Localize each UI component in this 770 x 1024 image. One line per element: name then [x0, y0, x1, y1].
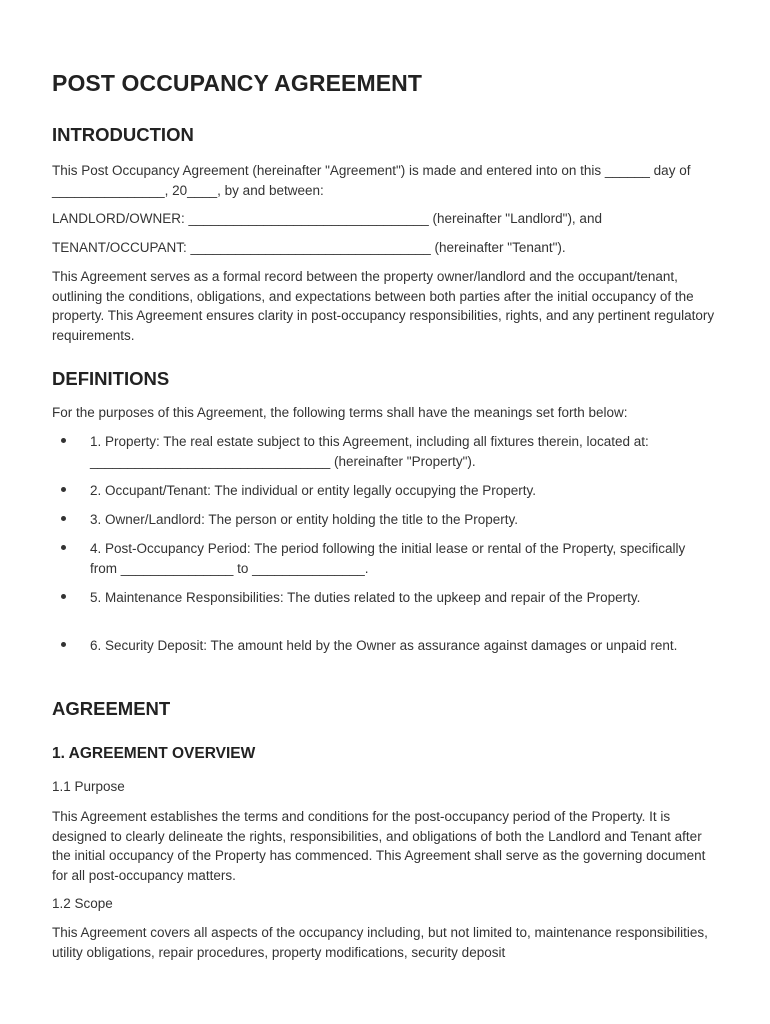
- definition-text: 2. Occupant/Tenant: The individual or entity legally occupying the Property.: [90, 483, 537, 498]
- list-item: [52, 636, 716, 656]
- definition-text: 6. Security Deposit: The amount held by the Owner as assurance against damages or unpaid rent.: [90, 638, 678, 653]
- agreement-overview-heading: 1. AGREEMENT OVERVIEW: [52, 745, 256, 762]
- definition-text: 3. Owner/Landlord: The person or entity holding the title to the Property.: [90, 512, 518, 527]
- bullet-icon: [61, 642, 66, 647]
- tenant-line: TENANT/OCCUPANT: ________________________________ (hereinafter "Tenant").: [52, 240, 566, 255]
- purpose-label: 1.1 Purpose: [52, 779, 125, 794]
- list-item: [52, 510, 716, 530]
- purpose-paragraph: This Agreement establishes the terms and conditions for the post-occupancy period of the Property. It is designed to clearly delineate the rights, responsibilities, and obligations of both the Landlord and Tenant after the initial occupancy of the Property has commenced. This Agreement shall serve as the governing document for all post-occupancy matters.: [52, 809, 706, 883]
- introduction-paragraph: This Post Occupancy Agreement (hereinafter "Agreement") is made and entered into on this ______ day of _______________, 20____, by and between:: [52, 163, 691, 198]
- bullet-icon: [61, 516, 66, 521]
- definitions-intro: For the purposes of this Agreement, the following terms shall have the meanings set forth below:: [52, 405, 628, 420]
- introduction-heading: INTRODUCTION: [52, 124, 194, 145]
- landlord-line: LANDLORD/OWNER: ________________________________ (hereinafter "Landlord"), and: [52, 211, 602, 226]
- definitions-heading: DEFINITIONS: [52, 368, 170, 389]
- definition-text: 1. Property: The real estate subject to this Agreement, including all fixtures therein, located at: ________________________________ (hereinafter "Property").: [90, 434, 649, 469]
- introduction-purpose-paragraph: This Agreement serves as a formal record between the property owner/landlord and the occupant/tenant, outlining the conditions, obligations, and expectations between both parties after the initial occupancy of the property. This Agreement ensures clarity in post-occupancy responsibilities, rights, and any pertinent regulatory requirements.: [52, 269, 715, 343]
- scope-label: 1.2 Scope: [52, 896, 113, 911]
- list-item: [52, 588, 716, 608]
- list-item: [52, 481, 716, 501]
- definition-text: 4. Post-Occupancy Period: The period following the initial lease or rental of the Property, specifically from _______________ to _______________.: [90, 541, 686, 576]
- list-item: [52, 539, 716, 578]
- bullet-icon: [61, 545, 66, 550]
- agreement-heading: AGREEMENT: [52, 698, 171, 719]
- document-title: POST OCCUPANCY AGREEMENT: [52, 70, 423, 96]
- definition-text: 5. Maintenance Responsibilities: The duties related to the upkeep and repair of the Property.: [90, 590, 641, 605]
- bullet-icon: [61, 438, 66, 443]
- bullet-icon: [61, 487, 66, 492]
- list-item: [52, 432, 716, 471]
- scope-paragraph: This Agreement covers all aspects of the occupancy including, but not limited to, maintenance responsibilities, utility obligations, repair procedures, property modifications, security deposit: [52, 925, 708, 960]
- bullet-icon: [61, 594, 66, 599]
